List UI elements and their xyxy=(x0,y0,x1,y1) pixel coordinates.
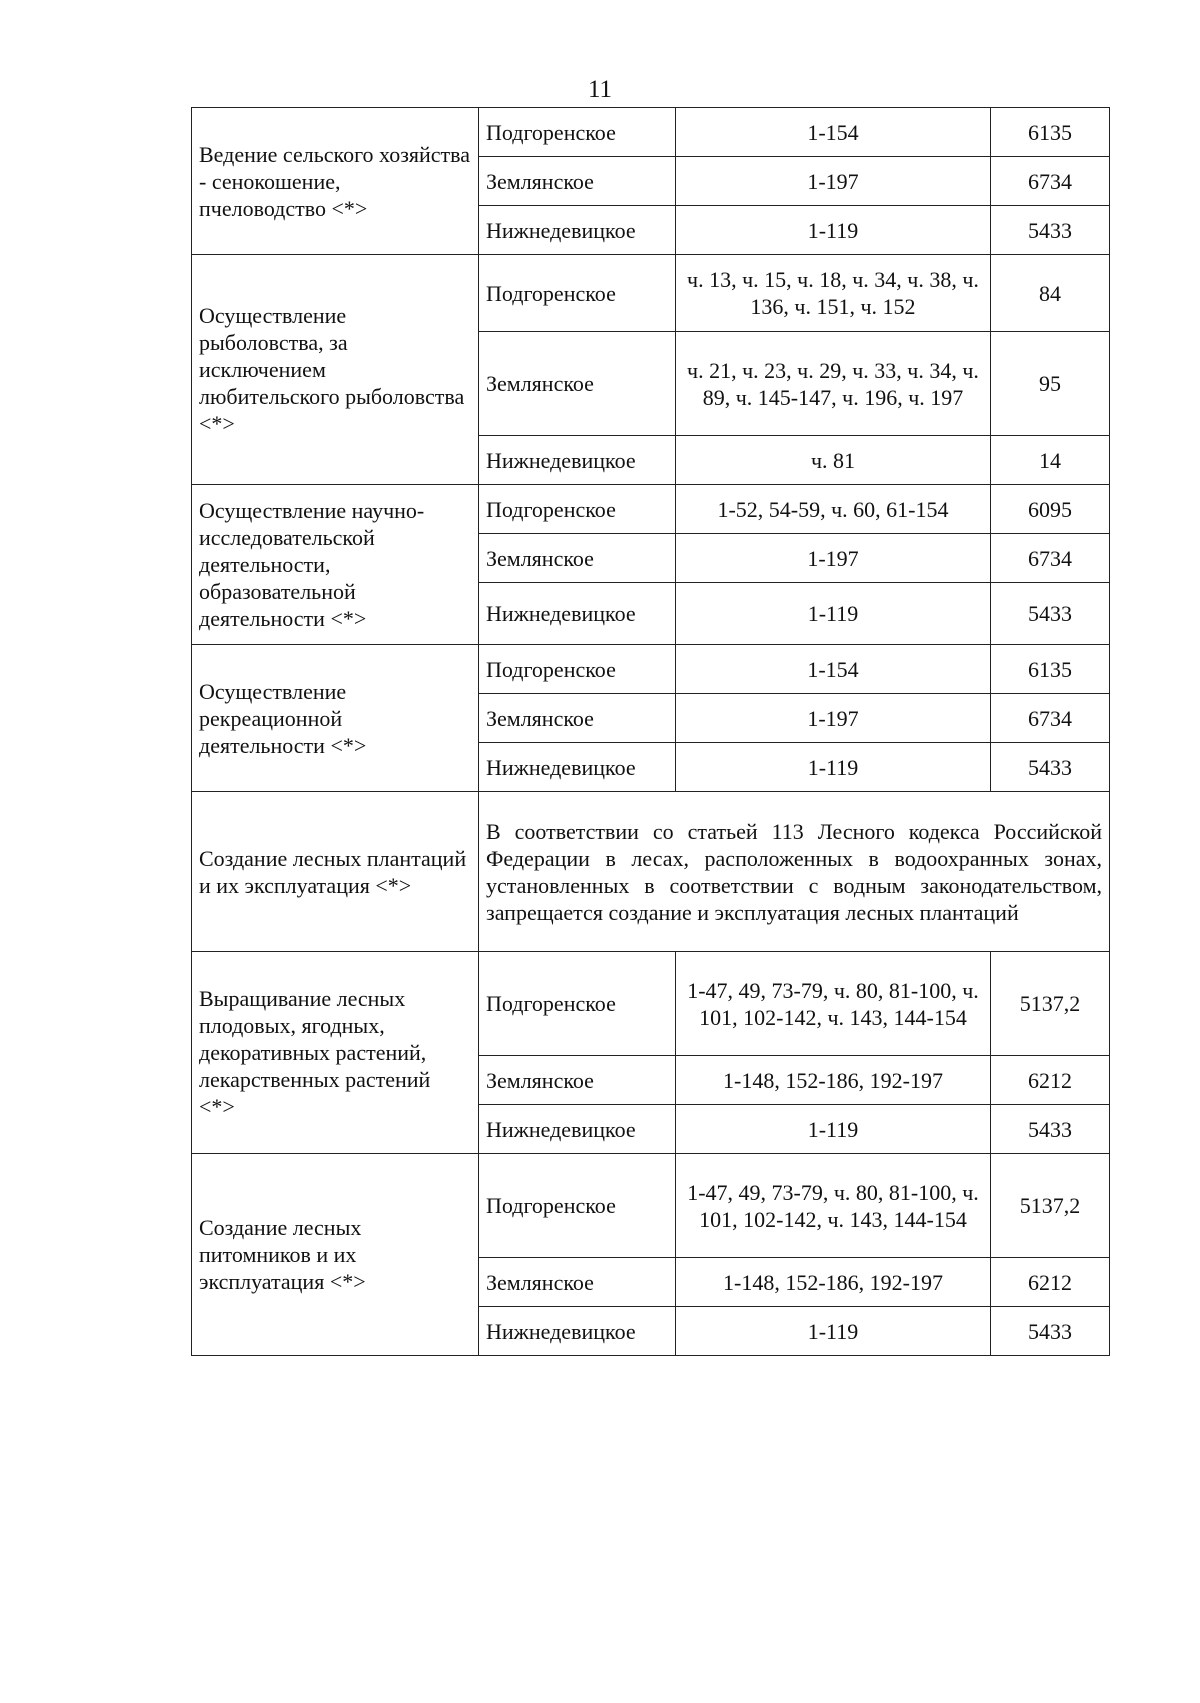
table-row xyxy=(192,792,1110,952)
activity-cell: Ведение сельского хозяйства - сенокошение, пчеловодство <*> xyxy=(192,108,479,255)
quarters-cell: ч. 13, ч. 15, ч. 18, ч. 34, ч. 38, ч. 136, ч. 151, ч. 152 xyxy=(676,255,991,332)
forestry-cell: Подгоренское xyxy=(479,108,676,157)
quarters-cell: 1-197 xyxy=(676,694,991,743)
table-row xyxy=(192,952,1110,1056)
activity-cell: Осуществление рекреационной деятельности <*> xyxy=(192,645,479,792)
activity-cell: Создание лесных плантаций и их эксплуатация <*> xyxy=(192,792,479,952)
quarters-cell: ч. 21, ч. 23, ч. 29, ч. 33, ч. 34, ч. 89, ч. 145-147, ч. 196, ч. 197 xyxy=(676,332,991,436)
quarters-cell: ч. 81 xyxy=(676,436,991,485)
area-cell: 5137,2 xyxy=(991,1154,1110,1258)
forestry-cell: Подгоренское xyxy=(479,255,676,332)
quarters-cell: 1-154 xyxy=(676,108,991,157)
quarters-cell: 1-119 xyxy=(676,583,991,645)
forestry-cell: Подгоренское xyxy=(479,1154,676,1258)
quarters-cell: 1-154 xyxy=(676,645,991,694)
forestry-cell: Подгоренское xyxy=(479,952,676,1056)
activity-cell: Выращивание лесных плодовых, ягодных, декоративных растений, лекарственных растений <*> xyxy=(192,952,479,1154)
quarters-cell: 1-47, 49, 73-79, ч. 80, 81-100, ч. 101, 102-142, ч. 143, 144-154 xyxy=(676,1154,991,1258)
area-cell: 6212 xyxy=(991,1056,1110,1105)
quarters-cell: 1-197 xyxy=(676,534,991,583)
forestry-cell: Нижнедевицкое xyxy=(479,436,676,485)
quarters-cell: 1-119 xyxy=(676,206,991,255)
area-cell: 6135 xyxy=(991,645,1110,694)
area-cell: 6212 xyxy=(991,1258,1110,1307)
area-cell: 5137,2 xyxy=(991,952,1110,1056)
forestry-cell: Нижнедевицкое xyxy=(479,1105,676,1154)
forestry-cell: Нижнедевицкое xyxy=(479,206,676,255)
area-cell: 5433 xyxy=(991,1105,1110,1154)
table-row xyxy=(192,485,1110,534)
forestry-cell: Нижнедевицкое xyxy=(479,583,676,645)
activity-cell: Осуществление рыболовства, за исключением любительского рыболовства <*> xyxy=(192,255,479,485)
area-cell: 5433 xyxy=(991,206,1110,255)
area-cell: 5433 xyxy=(991,1307,1110,1356)
quarters-cell: 1-119 xyxy=(676,1105,991,1154)
quarters-cell: 1-148, 152-186, 192-197 xyxy=(676,1258,991,1307)
forestry-cell: Землянское xyxy=(479,694,676,743)
prohibition-note: В соответствии со статьей 113 Лесного кодекса Российской Федерации в лесах, расположенных в водоохранных зонах, установленных в соответствии с водным законодательством, запрещается создание и эксплуатация лесных плантаций xyxy=(479,792,1110,952)
quarters-cell: 1-47, 49, 73-79, ч. 80, 81-100, ч. 101, 102-142, ч. 143, 144-154 xyxy=(676,952,991,1056)
area-cell: 6135 xyxy=(991,108,1110,157)
forestry-cell: Нижнедевицкое xyxy=(479,1307,676,1356)
quarters-cell: 1-148, 152-186, 192-197 xyxy=(676,1056,991,1105)
table-row xyxy=(192,1154,1110,1258)
forest-use-table xyxy=(191,107,1110,1356)
area-cell: 95 xyxy=(991,332,1110,436)
area-cell: 6095 xyxy=(991,485,1110,534)
forestry-cell: Землянское xyxy=(479,1056,676,1105)
area-cell: 14 xyxy=(991,436,1110,485)
activity-cell: Создание лесных питомников и их эксплуатация <*> xyxy=(192,1154,479,1356)
table-row xyxy=(192,255,1110,332)
quarters-cell: 1-119 xyxy=(676,743,991,792)
area-cell: 6734 xyxy=(991,157,1110,206)
table-row xyxy=(192,108,1110,157)
forestry-cell: Нижнедевицкое xyxy=(479,743,676,792)
forestry-cell: Подгоренское xyxy=(479,485,676,534)
area-cell: 6734 xyxy=(991,534,1110,583)
area-cell: 5433 xyxy=(991,583,1110,645)
area-cell: 84 xyxy=(991,255,1110,332)
quarters-cell: 1-52, 54-59, ч. 60, 61-154 xyxy=(676,485,991,534)
forestry-cell: Землянское xyxy=(479,534,676,583)
forestry-cell: Землянское xyxy=(479,157,676,206)
area-cell: 6734 xyxy=(991,694,1110,743)
activity-cell: Осуществление научно-исследовательской деятельности, образовательной деятельности <*> xyxy=(192,485,479,645)
forestry-cell: Землянское xyxy=(479,332,676,436)
quarters-cell: 1-197 xyxy=(676,157,991,206)
page-number: 11 xyxy=(587,76,613,103)
forestry-cell: Подгоренское xyxy=(479,645,676,694)
forestry-cell: Землянское xyxy=(479,1258,676,1307)
quarters-cell: 1-119 xyxy=(676,1307,991,1356)
table-row xyxy=(192,645,1110,694)
area-cell: 5433 xyxy=(991,743,1110,792)
